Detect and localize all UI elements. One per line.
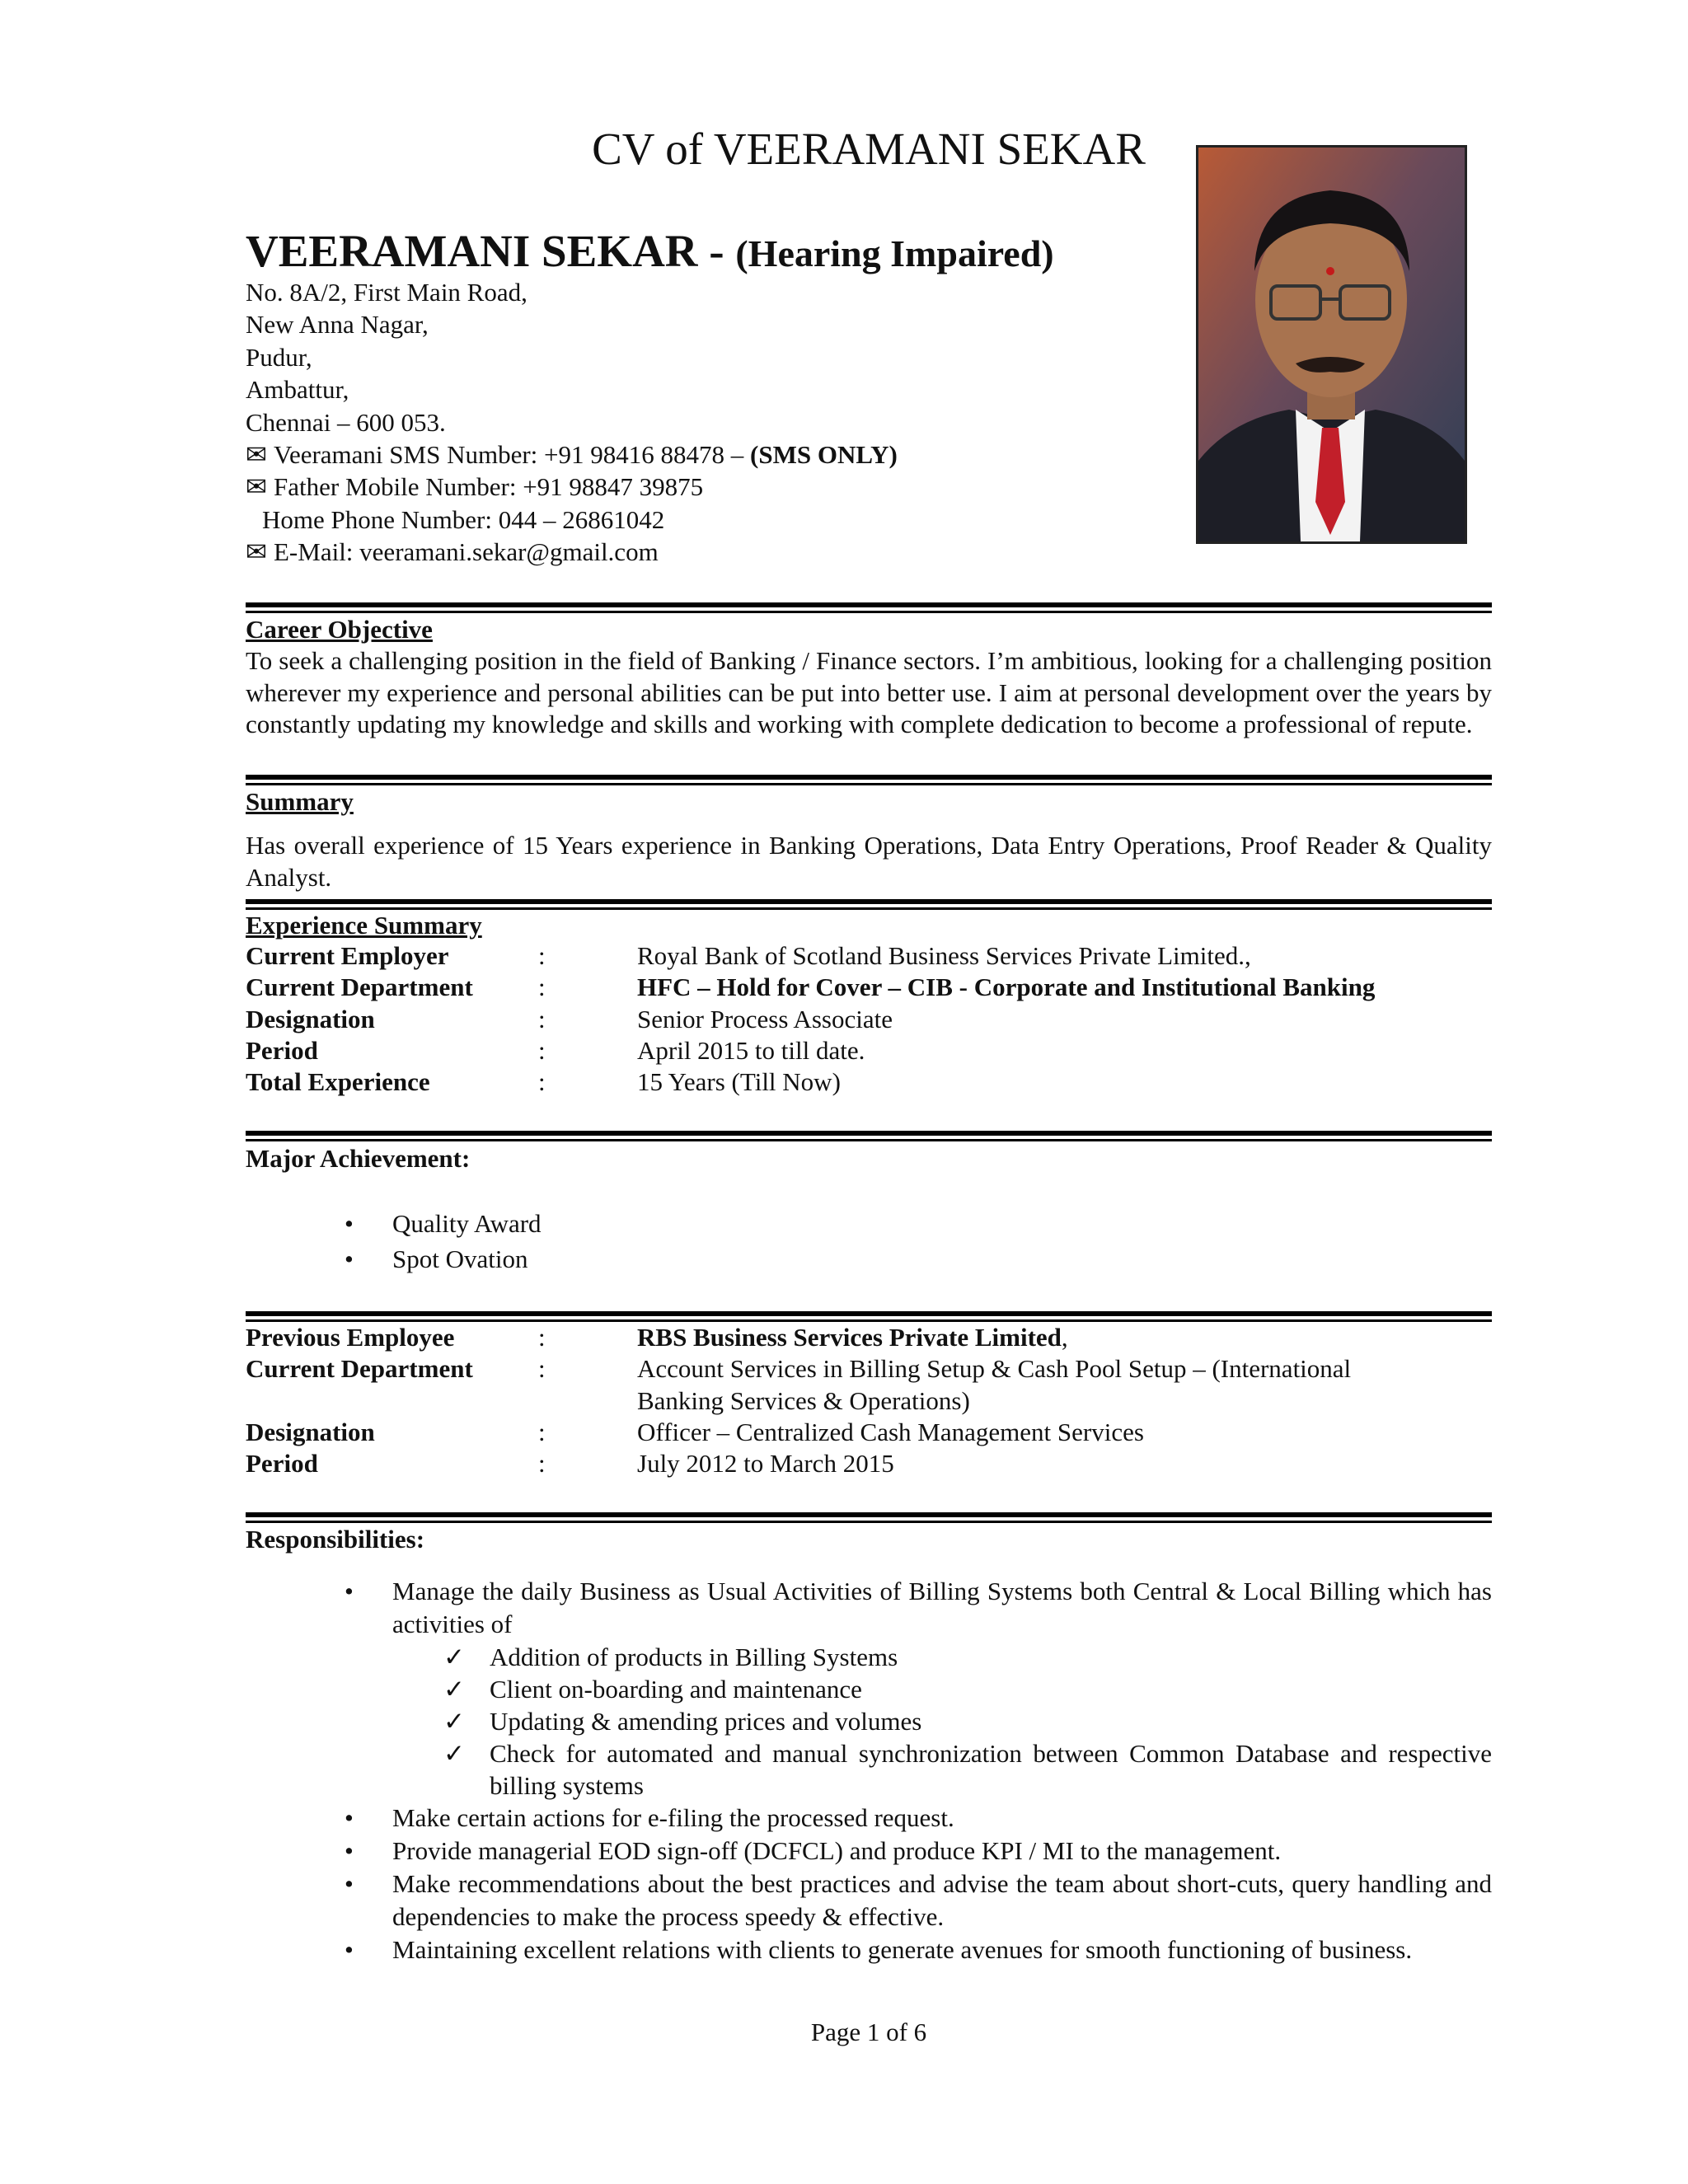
achievement-text: Quality Award [392,1209,542,1238]
bullet: • [345,1836,354,1865]
experience-row [246,1004,1492,1035]
experience-row [246,1066,1492,1098]
list-item [246,1868,1492,1933]
cv-page [246,0,1492,2184]
list-item [246,1835,1492,1868]
previous-row [246,1448,1492,1479]
previous-row [246,1417,1492,1448]
checkmark-icon: ✓ [443,1707,465,1736]
address-line: Ambattur, [246,375,349,405]
field-label: Current Department [246,1354,473,1384]
field-value: 15 Years (Till Now) [637,1067,841,1097]
address-line: Chennai – 600 053. [246,407,446,437]
achievement-list [246,1206,1492,1277]
envelope-icon: ✉ [246,472,267,502]
checkmark-icon: ✓ [443,1739,465,1768]
responsibility-text: Maintaining excellent relations with clients to generate avenues for smooth functioning of business. [392,1935,1413,1964]
colon: : [538,1417,546,1446]
father-line [246,471,898,503]
experience-row [246,940,1492,972]
email-line [246,536,898,568]
colon: : [538,1354,546,1384]
envelope-icon: ✉ [246,537,267,567]
field-value: Account Services in Billing Setup & Cash Pool Setup – (International Banking Services & Operations) [637,1354,1352,1415]
experience-summary-heading: Experience Summary [246,911,482,940]
field-value: Officer – Centralized Cash Management Services [637,1417,1144,1446]
list-item [246,1933,1492,1966]
major-achievement-heading: Major Achievement: [246,1144,471,1173]
address-line: Pudur, [246,342,312,372]
bullet: • [345,1869,354,1898]
career-objective-heading: Career Objective [246,615,433,644]
contact-block [246,276,898,569]
responsibility-text: Make recommendations about the best practices and advise the team about short-cuts, query handling and dependencies to make the process speedy & effective. [392,1869,1492,1931]
page-number: Page 1 of 6 [810,2018,927,2046]
sub-item-text: Client on-boarding and maintenance [490,1675,862,1704]
candidate-name [246,224,1054,281]
responsibility-text: Manage the daily Business as Usual Activities of Billing Systems both Central & Local Billing which has activities of [392,1577,1492,1638]
employer-name: RBS Business Services Private Limited [637,1323,1062,1352]
section-divider [246,775,1492,788]
sub-list-item [246,1737,1492,1802]
experience-summary-table [246,940,1492,1098]
career-objective-text: To seek a challenging position in the field of Banking / Finance sectors. I’m ambitious, looking for a challenging position wherever my experience and personal abilities can be put into better use. I aim at personal development over the years by constantly updating my knowledge and skills and working with complete dedication to become a professional of repute. [246,646,1492,738]
summary-text: Has overall experience of 15 Years experience in Banking Operations, Data Entry Operations, Proof Reader & Quality Analyst. [246,831,1492,892]
profile-photo [1196,145,1467,544]
field-label: Current Department [246,972,473,1002]
employer-suffix: , [1061,1323,1068,1352]
bullet: • [345,1209,354,1238]
envelope-icon: ✉ [246,440,267,470]
colon: : [538,1004,546,1033]
list-item [246,1241,1492,1277]
sub-list-item [246,1673,1492,1705]
field-label: Previous Employee [246,1323,455,1352]
field-value: July 2012 to March 2015 [637,1449,894,1479]
experience-row [246,1035,1492,1066]
responsibilities-heading: Responsibilities: [246,1525,425,1554]
sub-list-item [246,1641,1492,1673]
checkmark-icon: ✓ [443,1675,465,1704]
sub-item-text: Updating & amending prices and volumes [490,1707,922,1736]
home-line [246,504,898,536]
sms-note: (SMS ONLY) [750,440,898,470]
address-line: New Anna Nagar, [246,310,429,340]
bullet: • [345,1577,354,1605]
portrait-illustration [1198,148,1465,541]
field-label: Total Experience [246,1067,430,1097]
list-item [246,1206,1492,1241]
bullet: • [345,1803,354,1832]
sub-list-item [246,1705,1492,1737]
email-address: E-Mail: veeramani.sekar@gmail.com [274,537,659,567]
colon: : [538,1067,546,1097]
name-text: VEERAMANI SEKAR - [246,226,724,276]
bullet: • [345,1244,354,1273]
section-divider [246,1512,1492,1526]
field-value [637,1322,1492,1353]
responsibility-text: Make certain actions for e-filing the processed request. [392,1803,954,1832]
colon: : [538,1323,546,1352]
checkmark-icon: ✓ [443,1643,465,1671]
address-line: No. 8A/2, First Main Road, [246,278,528,307]
sms-line [246,438,898,471]
document-title: CV of VEERAMANI SEKAR [592,124,1146,174]
home-number: Home Phone Number: 044 – 26861042 [262,504,665,534]
list-item [246,1575,1492,1641]
field-value: April 2015 to till date. [637,1035,865,1065]
sub-item-text: Addition of products in Billing Systems [490,1643,898,1671]
responsibilities-list [246,1575,1492,1966]
colon: : [538,1035,546,1065]
previous-employment-table [246,1322,1492,1479]
colon: : [538,972,546,1002]
bullet: • [345,1935,354,1964]
section-divider [246,1131,1492,1144]
name-tag: (Hearing Impaired) [735,232,1054,274]
field-value: Senior Process Associate [637,1004,893,1033]
list-item [246,1802,1492,1835]
colon: : [538,1449,546,1479]
summary-heading: Summary [246,787,354,816]
sms-number: Veeramani SMS Number: +91 98416 88478 – [274,440,744,470]
responsibility-text: Provide managerial EOD sign-off (DCFCL) and produce KPI / MI to the management. [392,1836,1282,1865]
field-label: Period [246,1035,318,1065]
colon: : [538,941,546,970]
experience-row [246,972,1492,1003]
field-value: Royal Bank of Scotland Business Services Private Limited., [637,941,1251,970]
father-number: Father Mobile Number: +91 98847 39875 [274,472,704,502]
field-label: Current Employer [246,941,449,970]
field-label: Designation [246,1417,375,1446]
previous-row [246,1353,1492,1417]
previous-row [246,1322,1492,1353]
field-label: Designation [246,1004,375,1033]
sub-item-text: Check for automated and manual synchronization between Common Database and respective billing systems [490,1739,1492,1800]
field-value: HFC – Hold for Cover – CIB - Corporate and Institutional Banking [637,972,1376,1002]
achievement-text: Spot Ovation [392,1244,528,1273]
field-label: Period [246,1449,318,1479]
